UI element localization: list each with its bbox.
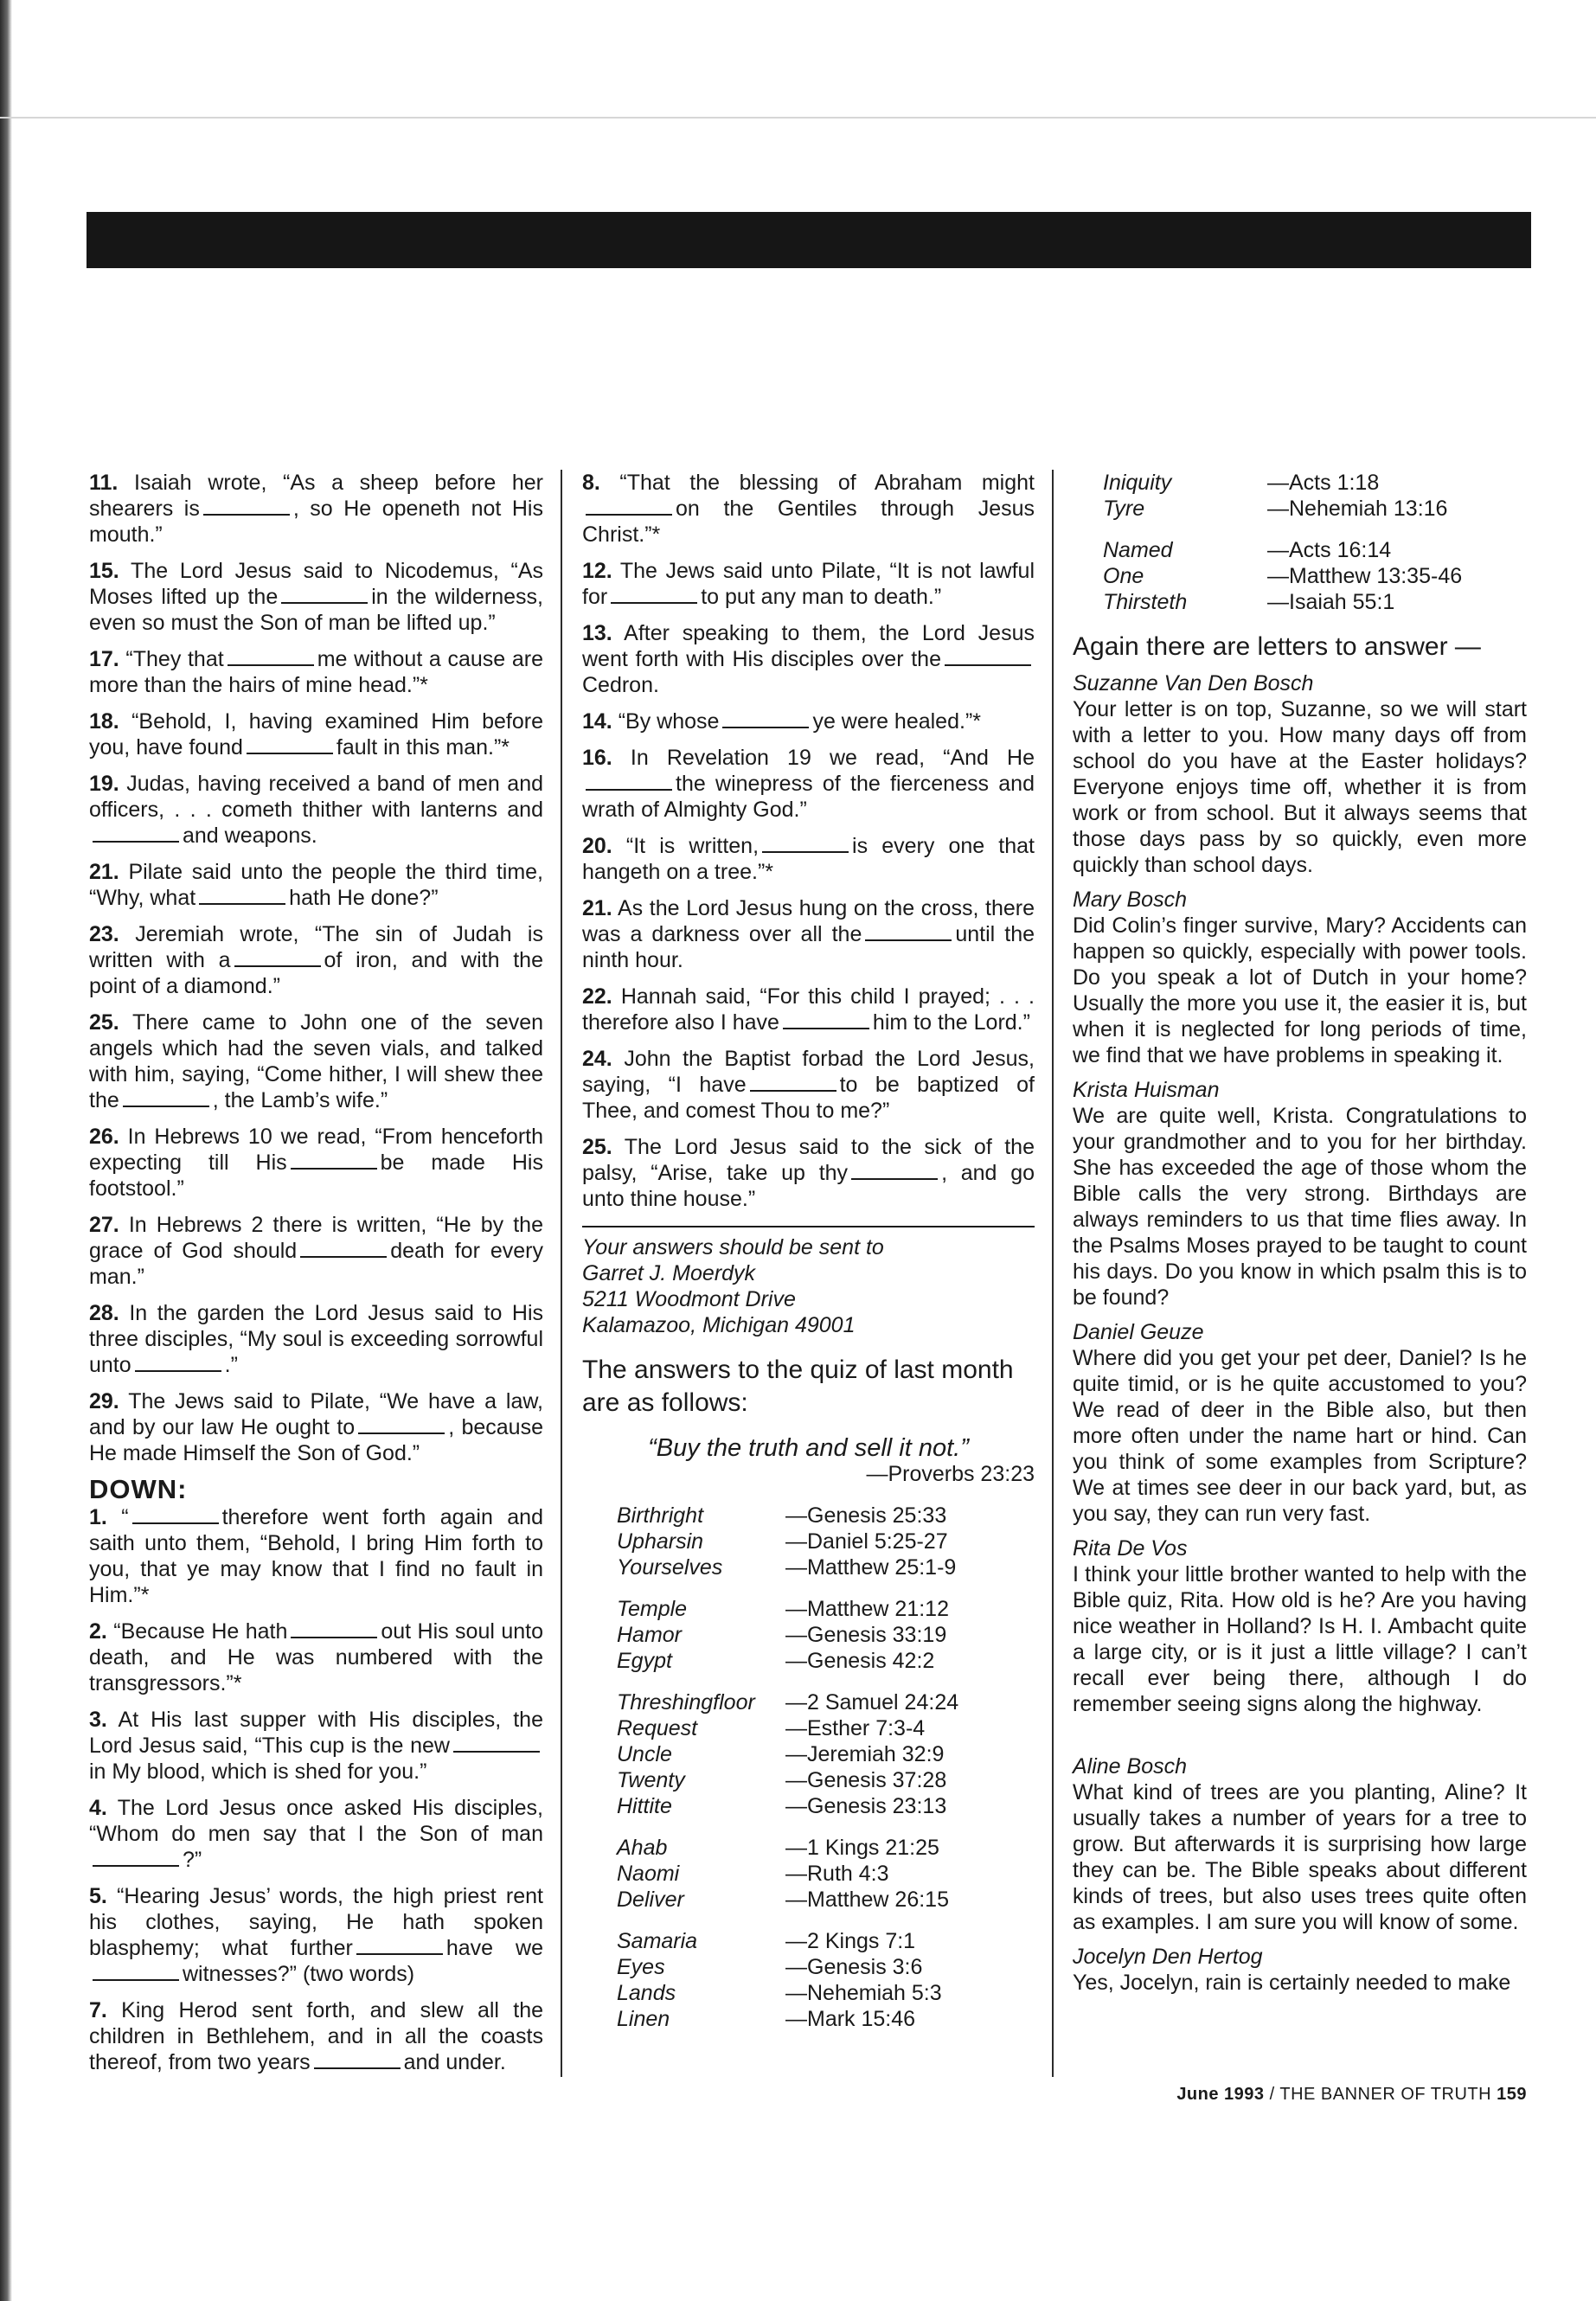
answer-row [582,1741,1035,1767]
answer-blank [586,772,672,791]
quiz-item-number: 22. [582,984,612,1009]
divider-rule [582,1226,1035,1227]
quiz-item-number: 8. [582,471,600,495]
letter-reply: What kind of trees are you planting, Aline? It usually takes a number of years for a tree to grow. But afterwards it is surprising how large they can be. The Bible speaks about different kinds of trees, but also uses trees quite often as examples. I am sure you will know of some. [1073,1780,1527,1934]
answer-row [582,1622,1035,1648]
answer-word: Thirsteth [1103,590,1188,614]
answer-word: Upharsin [617,1529,704,1554]
top-rule [0,117,1596,119]
quiz-item [89,921,543,999]
address-line: Garret J. Moerdyk [582,1261,756,1285]
answer-blank [611,585,697,604]
quiz-item [89,708,543,760]
quiz-item-text: of iron, and with the point of a diamond.” [89,948,543,998]
quiz-item-text: is every one that hangeth on a tree.”* [582,834,1035,884]
quiz-item-text: , so He openeth not His mouth.” [89,497,543,547]
quiz-item-text: Cedron. [582,673,659,697]
answer-blank [300,1239,387,1258]
quiz-item-number: 3. [89,1708,107,1732]
footer-page-number: 159 [1497,2085,1527,2104]
quiz-item [582,708,1035,734]
letter-recipient-name: Rita De Vos [1073,1536,1188,1561]
answer-group [582,1503,1035,1580]
answer-row [1073,496,1527,522]
quiz-item-number: 26. [89,1125,119,1149]
answer-blank [291,1619,377,1638]
quiz-item [582,470,1035,548]
answer-word: Egypt [617,1649,672,1673]
answer-blank [314,2050,401,2069]
answer-group [1073,537,1527,615]
quiz-item-text: After speaking to them, the Lord Jesus went forth with His disciples over the [582,621,1035,671]
quiz-item [89,1300,543,1378]
answer-reference: —Acts 1:18 [1267,471,1380,495]
quiz-item-number: 25. [89,1010,119,1035]
quiz-item [582,895,1035,973]
answer-reference: —2 Samuel 24:24 [785,1690,959,1715]
column-divider-1 [561,470,562,2077]
answer-reference: —Ruth 4:3 [785,1862,889,1886]
answer-word: One [1103,564,1144,588]
answer-blank [199,886,285,905]
answer-blank [93,1962,179,1981]
down-heading: DOWN: [89,1474,188,1504]
quiz-item-text: “That the blessing of Abraham might [619,471,1035,495]
quiz-item-text: In Hebrews 2 there is written, “He by the grace of God should [89,1213,543,1263]
quiz-item-number: 24. [582,1047,612,1071]
quiz-item-text: Hannah said, “For this child I prayed; . . . therefore also I have [582,984,1035,1035]
quote-text: “Buy the truth and sell it not.” [648,1434,969,1462]
quiz-item-number: 2. [89,1619,107,1644]
answer-reference: —Daniel 5:25-27 [785,1529,948,1554]
quiz-item-number: 21. [582,896,612,920]
quiz-item [89,558,543,636]
answer-word: Yourselves [617,1555,723,1580]
letter-recipient-name: Aline Bosch [1073,1754,1188,1779]
letter-reply: Did Colin’s finger survive, Mary? Accidents can happen so quickly, especially with power tools. Do you speak a lot of Dutch in your home? Usually the more you use it, the easier it is, but when it is neglected for long periods of time, we find that we have problems in speaking it. [1073,913,1527,1067]
answer-word: Linen [617,2007,670,2031]
answer-row [582,2006,1035,2032]
letter-reply: We are quite well, Krista. Congratulations to your grandmother and to you for her birthday. She has exceeded the age of those whom the Bible calls the very strong. Birthdays are always reminders to us that time flies away. In the Psalms Moses prayed to be taught to count his days. Do you know in which psalm this is to be found? [1073,1104,1527,1310]
quiz-item-text: to be baptized of Thee, and comest Thou to me?” [582,1073,1035,1123]
answer-word: Iniquity [1103,471,1172,495]
quiz-item-text: hath He done?” [289,886,439,910]
answer-row [1073,470,1527,496]
answer-row [582,1689,1035,1715]
letter-recipient-name: Suzanne Van Den Bosch [1073,671,1314,695]
answer-reference: —Genesis 33:19 [785,1623,947,1647]
answer-row [582,1954,1035,1980]
address-line: Kalamazoo, Michigan 49001 [582,1313,856,1337]
quiz-item [89,1707,543,1785]
quiz-item-text: in the wilderness, even so must the Son of man be lifted up.” [89,585,544,635]
answer-word: Samaria [617,1929,698,1953]
quiz-item-text: out His soul unto death, and He was numbered with the transgressors.”* [89,1619,543,1695]
answer-word: Deliver [617,1888,684,1912]
answer-row [582,1503,1035,1529]
answer-blank [762,834,849,853]
column-divider-2 [1052,470,1054,2077]
quiz-item-text: “By whose [618,709,720,734]
letter-recipient-name: Jocelyn Den Hertog [1073,1945,1263,1969]
quiz-item-number: 29. [89,1389,119,1413]
letter-reply: Yes, Jocelyn, rain is certainly needed to make [1073,1971,1511,1995]
quiz-item [582,984,1035,1035]
quiz-item [582,558,1035,610]
quiz-item-text: be made His footstool.” [89,1150,543,1201]
address-line: Your answers should be sent to [582,1235,884,1259]
quiz-item-text: King Herod sent forth, and slew all the children in Bethlehem, and in all the coasts thereof, from two years [89,1998,543,2074]
quiz-item [89,1883,543,1987]
answer-word: Naomi [617,1862,680,1886]
answer-reference: —Isaiah 55:1 [1267,590,1395,614]
quiz-item-text: ?” [183,1848,202,1872]
answer-row [582,1928,1035,1954]
quiz-item [582,620,1035,698]
answer-blank [135,1353,221,1372]
answer-blank [783,1010,869,1029]
quiz-item [89,1212,543,1290]
quiz-item [89,1997,543,2075]
answer-row [1073,589,1527,615]
quiz-item-number: 19. [89,772,119,796]
answer-reference: —Acts 16:14 [1267,538,1392,562]
address-line: 5211 Woodmont Drive [582,1287,796,1311]
answer-row [582,1980,1035,2006]
quiz-item-number: 23. [89,922,119,946]
quiz-item-number: 25. [582,1135,612,1159]
quiz-item-text: “They that [125,647,224,671]
quiz-item [582,1134,1035,1212]
answer-word: Lands [617,1981,676,2005]
answer-row [1073,563,1527,589]
quiz-item-text: the winepress of the fierceness and wrath of Almighty God.” [582,772,1035,822]
quiz-item-text: “Behold, I, having examined Him before you, have found [89,709,543,760]
quiz-item-text: .” [224,1353,238,1377]
quiz-item-number: 27. [89,1213,119,1237]
answer-reference: —Nehemiah 5:3 [785,1981,942,2005]
answer-row [582,1793,1035,1819]
letter-recipient-name: Krista Huisman [1073,1078,1220,1102]
answer-word: Hamor [617,1623,683,1647]
answer-blank [234,948,321,967]
answer-blank [722,709,809,728]
footer-date: June 1993 [1176,2085,1265,2104]
quiz-item-text: me without a cause are more than the hairs of mine head.”* [89,647,543,697]
answer-row [582,1529,1035,1554]
quiz-item-text: Judas, having received a band of men and officers, . . . cometh thither with lanterns and [89,772,543,822]
answers-heading: The answers to the quiz of last month are as follows: [582,1356,1014,1417]
answer-word: Temple [617,1597,688,1621]
quiz-item-text: “It is written, [625,834,760,858]
quiz-item-text: In Revelation 19 we read, “And He [630,746,1035,770]
quiz-item-number: 5. [89,1884,107,1908]
answer-word: Eyes [617,1955,665,1979]
answer-word: Uncle [617,1742,672,1766]
answer-reference: —2 Kings 7:1 [785,1929,916,1953]
answer-blank [358,1415,445,1434]
answer-row [582,1648,1035,1674]
letter-reply: Your letter is on top, Suzanne, so we will start with a letter to you. How many days off from school do you have at the Easter holidays? Everyone enjoys time off, whether it is from work or from school. But it always seems that those days pass by so quickly, even more quickly than school days. [1073,697,1527,877]
quiz-item-text: fault in this man.”* [336,735,510,760]
quiz-item-text: In Hebrews 10 we read, “From henceforth expecting till His [89,1125,543,1175]
answer-blank [123,1088,209,1107]
quiz-item [89,470,543,548]
quiz-item-text: Pilate said unto the people the third time, “Why, what [89,860,543,910]
quiz-item-number: 15. [89,559,119,583]
answer-blank [356,1936,443,1955]
letter-recipient-name: Daniel Geuze [1073,1320,1204,1344]
quiz-item [89,859,543,911]
answer-word: Tyre [1103,497,1145,521]
answer-blank [453,1734,540,1753]
header-band [87,212,1531,268]
answer-blank [865,922,952,941]
quiz-item-text: and weapons. [183,824,317,848]
quiz-item-text: The Lord Jesus said to Nicodemus, “As Moses lifted up the [89,559,543,609]
quiz-item-text: , because He made Himself the Son of God.” [89,1415,543,1465]
quiz-item [582,833,1035,885]
answer-blank [93,824,179,843]
answer-blank [945,647,1031,666]
quiz-item-number: 28. [89,1301,119,1325]
answer-blank [93,1848,179,1867]
quiz-item [89,1504,543,1608]
quiz-item-number: 4. [89,1796,107,1820]
answer-row [1073,537,1527,563]
spacer [1073,1726,1527,1753]
answer-blank [586,497,672,516]
answer-reference: —Genesis 23:13 [785,1794,947,1818]
quiz-item-text: “Because He hath [113,1619,288,1644]
quiz-item-text: until the ninth hour. [582,922,1035,972]
answer-blank [228,647,314,666]
letter-reply: Where did you get your pet deer, Daniel? Is he quite timid, or is he quite accustomed to you? We read of deer in the Bible also, but then more often under the name hart or hind. Can you think of some examples from Scripture? We at times see deer in our back yard, but, as you say, they can run very fast. [1073,1346,1527,1526]
column-1 [89,470,543,2086]
quiz-item [89,646,543,698]
quiz-item-text: John the Baptist forbad the Lord Jesus, saying, “I have [582,1047,1035,1097]
answer-word: Twenty [617,1768,685,1792]
letter-recipient-name: Mary Bosch [1073,888,1187,912]
answer-group [582,1928,1035,2032]
answer-reference: —Jeremiah 32:9 [785,1742,945,1766]
quiz-item [89,1618,543,1696]
answer-row [582,1715,1035,1741]
answer-reference: —Matthew 25:1-9 [785,1555,957,1580]
quiz-item-text: The Lord Jesus once asked His disciples, “Whom do men say that I the Son of man [89,1796,544,1846]
answer-group [582,1596,1035,1674]
letters-heading: Again there are letters to answer — [1073,632,1481,661]
quiz-item-number: 21. [89,860,119,884]
page-binding-edge [0,0,12,2301]
answer-reference: —1 Kings 21:25 [785,1836,939,1860]
quiz-item-text: therefore went forth again and saith unto them, “Behold, I bring Him forth to you, that ye may know that I find no fault in Him.”* [89,1505,543,1607]
quiz-item [89,771,543,849]
answer-row [582,1835,1035,1861]
quiz-item-number: 17. [89,647,119,671]
answer-word: Threshingfloor [617,1690,755,1715]
quiz-item-number: 12. [582,559,612,583]
answer-row [582,1887,1035,1913]
quiz-item [89,1009,543,1113]
quiz-item-text: , and go unto thine house.” [582,1161,1035,1211]
answer-reference: —Genesis 42:2 [785,1649,935,1673]
quiz-item-text: death for every man.” [89,1239,543,1289]
quiz-item [89,1388,543,1466]
quiz-item-text: to put any man to death.” [701,585,942,609]
quiz-item-text: As the Lord Jesus hung on the cross, there was a darkness over all the [582,896,1035,946]
quiz-item-text: have we [445,1936,544,1960]
quiz-item [89,1124,543,1202]
answer-row [582,1861,1035,1887]
answer-word: Hittite [617,1794,672,1818]
answer-reference: —Matthew 26:15 [785,1888,949,1912]
answer-reference: —Matthew 21:12 [785,1597,949,1621]
quiz-item-number: 20. [582,834,612,858]
answer-blank [132,1505,219,1524]
answer-row [582,1767,1035,1793]
letter-reply: I think your little brother wanted to help with the Bible quiz, Rita. How old is he? Are you having nice weather in Holland? Is H. I. Ambacht quite a large city, or is it just a little village? I can’t recall ever being there, although I do remember seeing signs along the highway. [1073,1562,1527,1716]
answer-reference: —Nehemiah 13:16 [1267,497,1448,521]
quiz-item-text: and under. [403,2050,506,2074]
quiz-item [582,1046,1035,1124]
quiz-item-number: 11. [89,471,119,495]
quiz-item-text: At His last supper with His disciples, the Lord Jesus said, “This cup is the new [89,1708,543,1758]
quote-source: —Proverbs 23:23 [866,1462,1035,1486]
quiz-item-text: , the Lamb’s wife.” [212,1088,388,1112]
quiz-item [89,1795,543,1873]
quiz-item-number: 14. [582,709,612,734]
quiz-item-number: 18. [89,709,119,734]
answer-reference: —Matthew 13:35-46 [1267,564,1463,588]
quiz-item-number: 7. [89,1998,107,2022]
answer-reference: —Genesis 25:33 [785,1503,947,1528]
answer-group [582,1835,1035,1913]
quiz-item-text: him to the Lord.” [872,1010,1030,1035]
answer-reference: —Genesis 37:28 [785,1768,947,1792]
quiz-item-text: witnesses?” (two words) [183,1962,415,1986]
answer-group [582,1689,1035,1819]
quiz-item-number: 1. [89,1505,107,1529]
column-3 [1073,470,1527,2004]
answer-reference: —Genesis 3:6 [785,1955,923,1979]
quiz-item-text: In the garden the Lord Jesus said to His three disciples, “My soul is exceeding sorrowful unto [89,1301,543,1377]
page-footer [1073,2085,1527,2105]
column-2 [582,470,1035,2048]
answer-reference: —Esther 7:3-4 [785,1716,926,1740]
answer-word: Ahab [617,1836,668,1860]
answer-blank [851,1161,938,1180]
answer-blank [750,1073,836,1092]
answer-group [1073,470,1527,522]
answer-blank [247,735,333,754]
answer-blank [291,1150,377,1170]
quiz-item-text: on the Gentiles through Jesus Christ.”* [582,497,1035,547]
answer-blank [281,585,368,604]
quiz-item-text: The Lord Jesus said to the sick of the palsy, “Arise, take up thy [582,1135,1035,1185]
quiz-item-text: The Jews said to Pilate, “We have a law, and by our law He ought to [89,1389,543,1439]
quiz-item-text: “Hearing Jesus’ words, the high priest rent his clothes, saying, He hath spoken blasphemy; what further [89,1884,543,1960]
quiz-item-number: 16. [582,746,612,770]
quiz-item-text: Jeremiah wrote, “The sin of Judah is written with a [89,922,543,972]
quiz-item [582,745,1035,823]
answer-row [582,1596,1035,1622]
quiz-item-text: ye were healed.”* [812,709,981,734]
mailing-address [582,1234,1035,1338]
quiz-item-number: 13. [582,621,612,645]
quiz-item-text: in My blood, which is shed for you.” [89,1759,427,1784]
answer-word: Named [1103,538,1173,562]
answer-word: Request [617,1716,698,1740]
answer-word: Birthright [617,1503,704,1528]
quiz-item-text: “ [121,1505,129,1529]
answer-blank [203,497,290,516]
answer-reference: —Mark 15:46 [785,2007,916,2031]
footer-title: THE BANNER OF TRUTH [1279,2085,1492,2104]
answer-row [582,1554,1035,1580]
footer-separator: / [1264,2085,1280,2104]
quiz-item-text: There came to John one of the seven angels which had the seven vials, and talked with him, saying, “Come hither, I will shew thee the [89,1010,543,1112]
quiz-item-text: The Jews said unto Pilate, “It is not lawful for [582,559,1035,609]
quiz-item-text: Isaiah wrote, “As a sheep before her shearers is [89,471,543,521]
